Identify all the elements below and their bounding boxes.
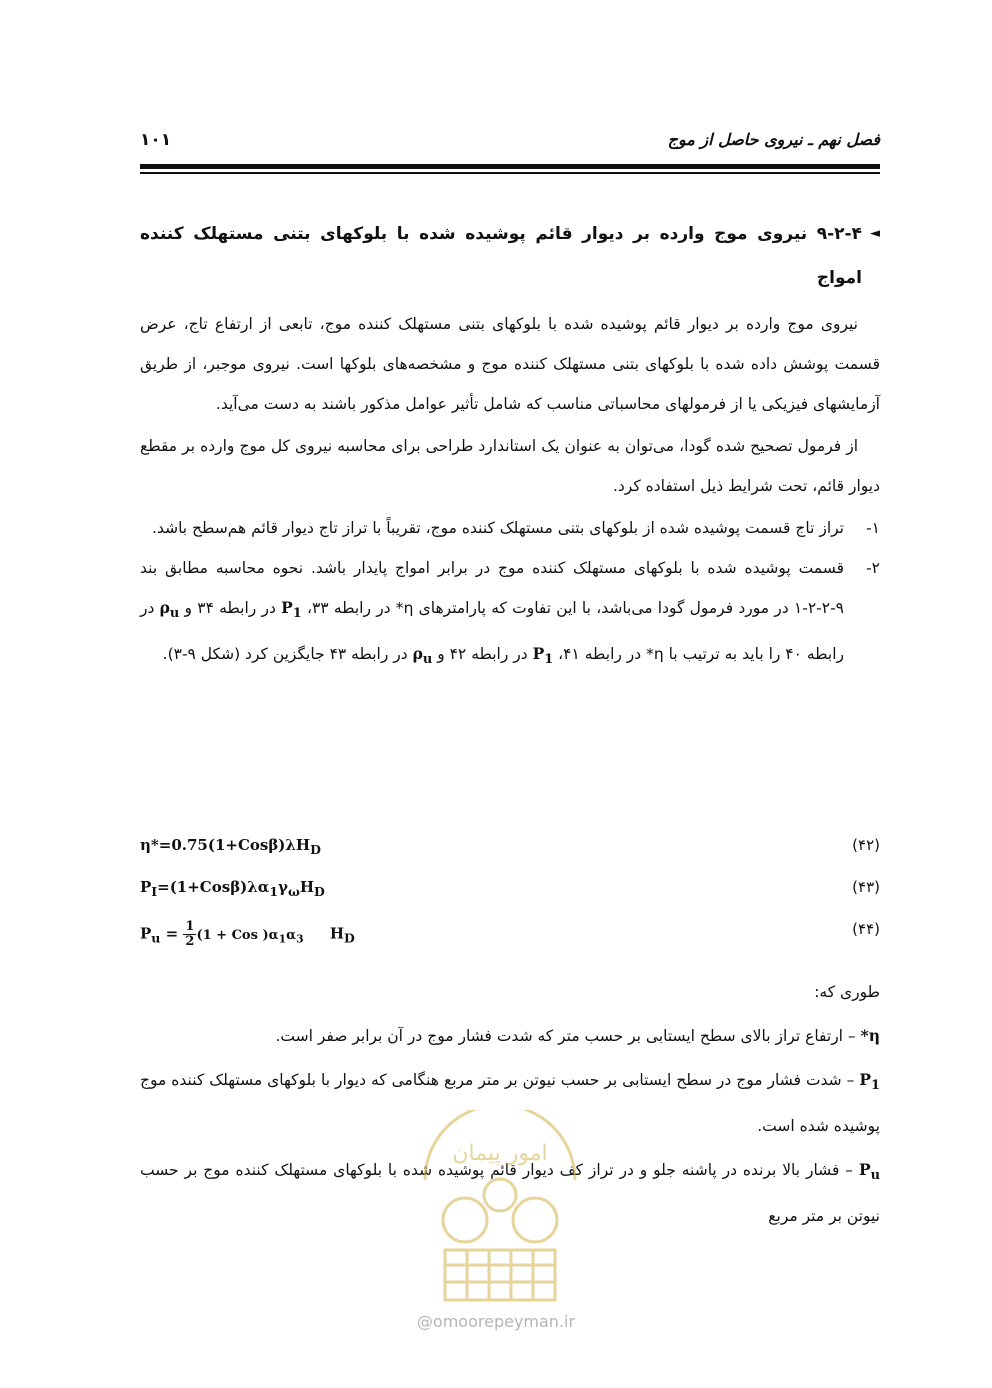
header-rule-thick bbox=[140, 164, 880, 169]
definition-item bbox=[140, 1016, 880, 1056]
watermark-logo-text: امور پیمان bbox=[452, 1141, 548, 1166]
definition-text: – شدت فشار موج در سطح ایستابی بر حسب نیوتن بر متر مربع هنگامی که دیوار با بلوکهای مستهلک کننده موج پوشیده شده است. bbox=[140, 1071, 880, 1136]
equation-43: $P_I=(1+Cos\beta)\lambda\alpha_1\gamma_\omega H_D$ bbox=[140, 878, 325, 899]
list-number: ۱- bbox=[866, 519, 880, 537]
symbol-p1: $P_1$ bbox=[532, 644, 554, 668]
section-heading-text: ۹-۲-۴ نیروی موج وارده بر دیوار قائم پوشیده شده با بلوکهای بتنی مستهلک کننده امواج bbox=[140, 224, 862, 288]
equation-row bbox=[140, 872, 880, 914]
equation-row bbox=[140, 914, 880, 970]
section-heading bbox=[140, 212, 880, 300]
equation-row bbox=[140, 830, 880, 872]
chapter-title: فصل نهم ـ نیروی حاصل از موج bbox=[667, 130, 880, 149]
list-text: تراز تاج قسمت پوشیده شده از بلوکهای بتنی مستهلک کننده موج، تقریباً با تراز تاج دیوار قائم هم‌سطح باشد. bbox=[152, 519, 844, 537]
symbol-p1: $P_1$ bbox=[281, 598, 302, 622]
page-header bbox=[140, 128, 880, 158]
page-number: ۱۰۱ bbox=[140, 130, 172, 150]
watermark-logo-icon bbox=[405, 1110, 595, 1310]
list-number: ۲- bbox=[866, 559, 880, 577]
triangle-bullet-icon: ◄ bbox=[870, 226, 880, 241]
equation-44: $P_u$ = $\frac{1}{2}$ (1 + Cos )$\alpha_1\alpha_3$ $H_D$ bbox=[140, 919, 355, 949]
fraction-one-half: $\frac{1}{2}$ bbox=[185, 919, 195, 949]
definition-text: – فشار بالا برنده در پاشنه جلو و در تراز کف دیوار قائم پوشیده شده با بلوکهای مستهلک کننده موج بر حسب نیوتن بر متر مربع bbox=[140, 1161, 880, 1226]
list-text-part: قسمت پوشیده شده با بلوکهای مستهلک کننده موج در برابر امواج پایدار باشد. نحوه محاسبه مطابق بند ۹-۲-۲-۱ در مورد فرمول گودا می‌باشد، با این تفاوت که پارامترهای η* در رابطه ۳۳، bbox=[140, 559, 844, 617]
list-item bbox=[140, 548, 880, 680]
equation-number: (۴۴) bbox=[852, 920, 880, 938]
equations-block bbox=[140, 830, 880, 970]
list-item bbox=[140, 508, 880, 548]
equation-42: $\eta*=0.75(1+Cos\beta)\lambda H_D$ bbox=[140, 836, 321, 857]
definition-text: – ارتفاع تراز بالای سطح ایستابی بر حسب متر که شدت فشار موج در آن برابر صفر است. bbox=[275, 1027, 861, 1045]
page-content bbox=[140, 212, 880, 680]
list-text-part: در رابطه ۴۰ را باید به ترتیب با η* در رابطه ۴۱، bbox=[140, 599, 844, 664]
header-rule-thin bbox=[140, 172, 880, 174]
list-text bbox=[140, 548, 844, 680]
list-text-part: در رابطه ۴۳ جایگزین کرد (شکل ۹-۳). bbox=[162, 645, 413, 664]
symbol-rho-u: $\rho_u$ bbox=[159, 598, 180, 622]
definitions-intro: طوری که: bbox=[814, 983, 880, 1001]
symbol-rho-u: $\rho_u$ bbox=[412, 644, 433, 668]
paragraph: نیروی موج وارده بر دیوار قائم پوشیده شده با بلوکهای بتنی مستهلک کننده موج، تابعی از ارتفاع تاج، عرض قسمت پوشش داده شده با بلوکهای بتنی مستهلک کننده موج و مشخصه‌های بلوکها است. نیروی موجبر، از طریق آزمایشهای فیزیکی یا از فرمولهای محاسباتی مناسب که شامل تأثیر عوامل مذکور باشند به دست می‌آید. bbox=[140, 315, 880, 413]
equation-number: (۴۲) bbox=[852, 836, 880, 854]
paragraph: از فرمول تصحیح شده گودا، می‌توان به عنوان یک استاندارد طراحی برای محاسبه نیروی کل موج وارده بر مقطع دیوار قائم، تحت شرایط ذیل استفاده کرد. bbox=[140, 437, 880, 495]
equation-number: (۴۳) bbox=[852, 878, 880, 896]
list-text-part: در رابطه ۴۲ و bbox=[432, 645, 533, 664]
watermark-text: @omoorepeyman.ir bbox=[416, 1312, 576, 1331]
definition-symbol: $P_1$ bbox=[859, 1070, 880, 1094]
list-text-part: در رابطه ۳۴ و bbox=[179, 599, 282, 617]
definition-symbol: η* bbox=[860, 1026, 880, 1045]
definition-symbol: $P_u$ bbox=[858, 1160, 880, 1184]
